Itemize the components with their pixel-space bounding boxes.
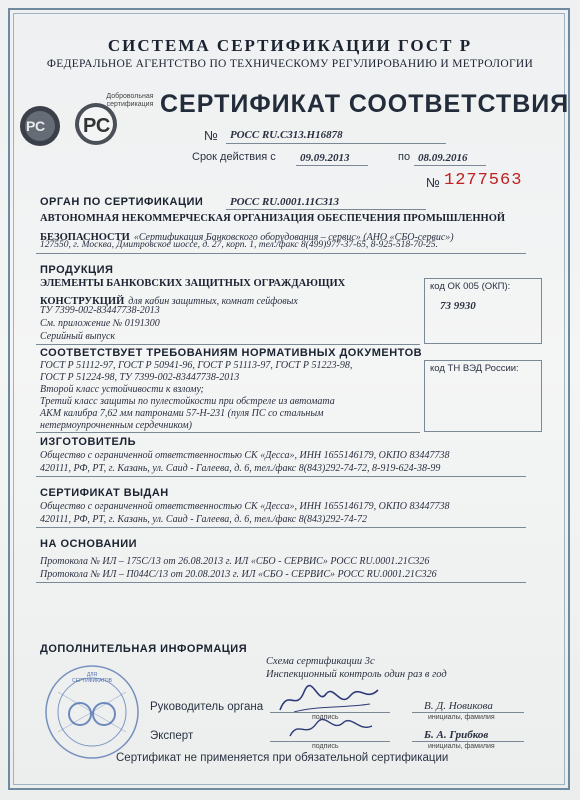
head-initials-caption: инициалы, фамилия [428,714,495,721]
conformity-line4: Третий класс защиты по пулестойкости при обстреле из автомата [40,396,335,407]
conformity-line3: Второй класс устойчивости к взлому; [40,384,204,395]
issued-label: СЕРТИФИКАТ ВЫДАН [40,487,169,499]
manufacturer-label: ИЗГОТОВИТЕЛЬ [40,436,136,448]
svg-text:РС: РС [26,118,46,134]
expert-sign-caption: подпись [312,743,339,750]
product-line1: ЭЛЕМЕНТЫ БАНКОВСКИХ ЗАЩИТНЫХ ОГРАЖДАЮЩИХ [40,278,346,289]
manufacturer-line2: 420111, РФ, РТ, г. Казань, ул. Саид - Галеева, д. 6, тел./факс 8(843)292-74-72, 8-919-624-38-99 [40,463,441,474]
validity-label: Срок действия с [192,151,276,163]
okp-value: 73 9930 [440,300,476,312]
cert-number: РОСС RU.С313.Н16878 [230,129,343,141]
conformity-line1: ГОСТ Р 51112-97, ГОСТ Р 50941-96, ГОСТ Р 51113-97, ГОСТ Р 51223-98, [40,360,353,371]
basis-line2: Протокола № ИЛ – П044С/13 от 20.08.2013 г. ИЛ «СБО - СЕРВИС» РОСС RU.0001.21С326 [40,569,437,580]
okp-label: код ОК 005 (ОКП): [430,281,511,292]
agency-title: ФЕДЕРАЛЬНОЕ АГЕНТСТВО ПО ТЕХНИЧЕСКОМУ РЕГУЛИРОВАНИЮ И МЕТРОЛОГИИ [46,58,534,70]
stamp-text: ДЛЯ СЕРТИФИКАТОВ [71,672,112,684]
valid-to: 08.09.2016 [418,152,468,164]
head-label: Руководитель органа [150,701,264,713]
organ-code: РОСС RU.0001.11С313 [230,196,339,208]
conformity-label: СООТВЕТСТВУЕТ ТРЕБОВАНИЯМ НОРМАТИВНЫХ ДОКУМЕНТОВ [40,347,423,359]
number-sign: № [204,128,218,143]
organ-label: ОРГАН ПО СЕРТИФИКАЦИИ [40,196,204,208]
expert-signature [286,712,376,744]
valid-to-label: по [398,151,411,163]
organ-name-caps: БЕЗОПАСНОСТИ [40,232,130,243]
issued-line2: 420111, РФ, РТ, г. Казань, ул. Саид - Галеева, д. 6, тел./факс 8(843)292-74-72 [40,514,368,525]
valid-from: 09.09.2013 [300,152,350,164]
organ-name-rest: «Сертификация Банковского оборудования – сервис» (АНО «СБО-сервис») [133,232,454,243]
organ-name-line1: АВТОНОМНАЯ НЕКОММЕРЧЕСКАЯ ОРГАНИЗАЦИЯ ОБЕСПЕЧЕНИЯ ПРОМЫШЛЕННОЙ [40,213,506,224]
expert-label: Эксперт [150,730,194,742]
head-sign-caption: подпись [312,714,339,721]
expert-name: Б. А. Грибков [424,729,489,741]
basis-label: НА ОСНОВАНИИ [40,538,138,550]
organ-address: 127550, г. Москва, Дмитровское шоссе, д. 27, корп. 1, тел./факс 8(499)977-37-65, 8-925-518-70-25. [40,240,438,250]
product-caps: КОНСТРУКЦИЙ [40,296,125,307]
serial-number: 1277563 [444,171,523,190]
footer-note: Сертификат не применяется при обязательной сертификации [116,752,449,764]
issued-line1: Общество с ограниченной ответственностью СК «Десса», ИНН 1655146179, ОКПО 83447738 [40,501,450,512]
basis-line1: Протокола № ИЛ – 175С/13 от 26.08.2013 г. ИЛ «СБО - СЕРВИС» РОСС RU.0001.21С326 [40,556,430,567]
scheme-line: Схема сертификации 3с [266,656,375,667]
tnved-label: код ТН ВЭД России: [430,363,519,374]
conformity-line2: ГОСТ Р 51224-98, ТУ 7399-002-83447738-2013 [40,372,240,383]
inspection-line: Инспекционный контроль один раз в год [266,669,447,680]
product-tu: ТУ 7399-002-83447738-2013 [40,305,160,316]
product-label: ПРОДУКЦИЯ [40,264,114,276]
serial-sign: № [426,175,440,190]
expert-initials-caption: инициалы, фамилия [428,743,495,750]
manufacturer-line1: Общество с ограниченной ответственностью СК «Десса», ИНН 1655146179, ОКПО 83447738 [40,450,450,461]
conformity-line6: нетермоупрочненным сердечником) [40,420,192,431]
conformity-line5: АКМ калибра 7,62 мм патронами 57-Н-231 (пуля ПС со стальным [40,408,324,419]
certificate-title: СЕРТИФИКАТ СООТВЕТСТВИЯ [160,90,570,118]
head-name: В. Д. Новикова [424,700,493,712]
svg-text:РС: РС [83,115,111,137]
voluntary-cert-label: Добровольная сертификация [106,93,154,108]
system-title: СИСТЕМА СЕРТИФИКАЦИИ ГОСТ Р [107,36,473,55]
product-serial: Серийный выпуск [40,331,116,342]
product-appendix: См. приложение № 0191300 [40,318,160,329]
additional-label: ДОПОЛНИТЕЛЬНАЯ ИНФОРМАЦИЯ [40,643,248,655]
product-rest: для кабин защитных, комнат сейфовых [128,296,298,307]
